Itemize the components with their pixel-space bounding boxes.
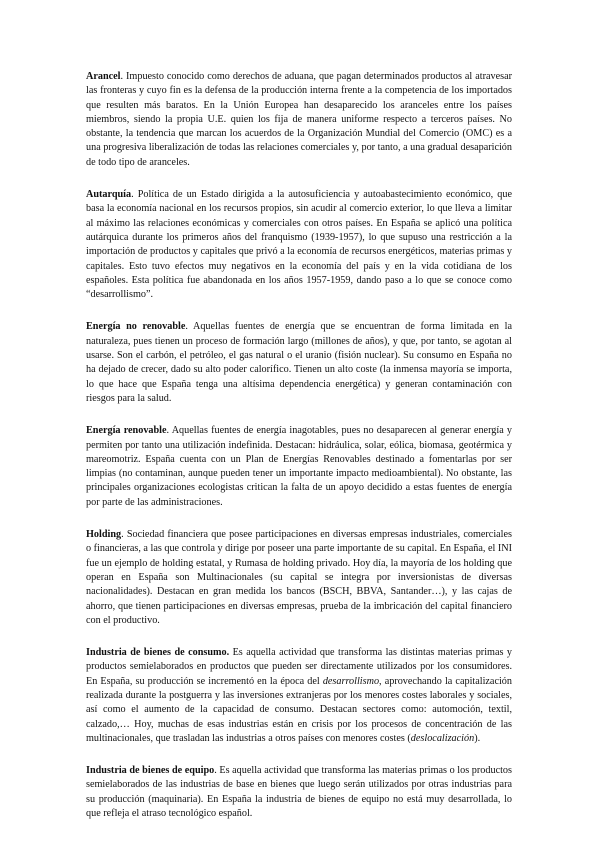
entry-definition-part: , aprovechando la capitalización realizada durante la postguerra y las inversiones extranjeras por los menores costes laborales y sociales, así como el aumento de la capacidad de consumo. Destacan sectores como: automoción, textil, calzado,… Hoy, muchas de esas industrias están en crisis por los procesos de concentración de las multinacionales, que trasladan las industrias a otros países con menores costes (: [86, 675, 512, 744]
glossary-entry-industria-bienes-consumo: [86, 646, 512, 746]
entry-emphasis: desarrollismo: [322, 675, 380, 687]
entry-definition: . Aquellas fuentes de energía que se encuentran de forma limitada en la naturaleza, pues tienen un proceso de formación largo (millones de años), y que, por tanto, se agotan al usarse. Son el carbón, el petróleo, el gas natural o el uranio (fisión nuclear). Su consumo en España no ha dejado de crecer, dado su alto poder calorífico. Tienen un alto coste (la inmensa mayoría se importa, lo que hace que España tenga una altísima dependencia energética) y generan contaminación con riesgos para la salud.: [86, 321, 512, 404]
entry-definition: . Aquellas fuentes de energía inagotables, pues no desaparecen al generar energía y permiten por tanto una utilización indefinida. Destacan: hidráulica, solar, eólica, biomasa, geotérmica y mareomotriz. España cuenta con un Plan de Energías Renovables destinado a fomentarlas por ser limpias (no contaminan, aunque pueden tener un importante impacto medioambiental). No obstante, las principales organizaciones ecologistas critican la falta de un apoyo decidido a estas fuentes de energía por parte de las administraciones.: [86, 425, 512, 508]
glossary-entry-arancel: [86, 70, 512, 170]
entry-definition: . Política de un Estado dirigida a la autosuficiencia y autoabastecimiento económico, que basa la economía nacional en los recursos propios, sin acudir al comercio exterior, lo que lleva a limitar al máximo las relaciones económicas y comerciales con otros países. En España se aplicó una política autárquica durante los primeros años del franquismo (1939-1957), lo que supuso una restricción a la importación de productos y capitales que privó a la economía de recursos energéticos, materias primas y capitales. Esto tuvo efectos muy negativos en la economía del país y en la vida cotidiana de los españoles. Esta política fue abandonada en los años 1957-1959, dando paso a lo que se conoce como “desarrollismo”.: [86, 189, 512, 301]
entry-definition: . Impuesto conocido como derechos de aduana, que pagan determinados productos al atravesar las fronteras y cuyo fin es la defensa de la producción interna frente a la competencia de los importados que resulten más baratos. En la Unión Europea han desaparecido los aranceles entre los países miembros, siendo la propia U.E. quien los fija de manera uniforme respecto a terceros países. No obstante, la tendencia que marcan los acuerdos de la Organización Mundial del Comercio (OMC) es a una progresiva liberalización de todas las relaciones comerciales y, por tanto, a una gradual desaparición de todo tipo de aranceles.: [86, 71, 512, 168]
entry-definition-part: ).: [474, 732, 481, 744]
glossary-entry-autarquia: [86, 188, 512, 302]
entry-term: Autarquía: [86, 189, 132, 201]
entry-emphasis: deslocalización: [410, 732, 475, 744]
entry-definition-part: Es aquella actividad que transforma las distintas materias primas y productos semielaborados en productos que pueden ser directamente utilizados por los consumidores. En España, su producción se incrementó en la época del: [86, 647, 512, 687]
glossary-entry-industria-bienes-equipo: [86, 764, 512, 821]
entry-term: Energía no renovable: [86, 321, 186, 333]
entry-definition: . Sociedad financiera que posee participaciones en diversas empresas industriales, comerciales o financieras, a las que controla y dirige por poseer una parte importante de su capital. En España, el INI fue un ejemplo de holding estatal, y Rumasa de holding privado. Hoy día, la mayoría de los holding que operan en España son Multinacionales (su capital se integra por inversionistas de diversas nacionalidades). Destacan en gran medida los bancos (BSCH, BBVA, Santander…), y las cajas de ahorro, que tienen participaciones en diversas empresas, prueba de la imbricación del capital financiero con el productivo.: [86, 529, 513, 626]
glossary-entry-energia-renovable: [86, 424, 512, 510]
entry-term: Energía renovable: [86, 425, 167, 437]
entry-term: Arancel: [86, 71, 121, 82]
entry-term: Holding: [86, 529, 122, 541]
entry-term: Industria de bienes de equipo: [86, 765, 215, 777]
entry-term: Industria de bienes de consumo.: [86, 647, 230, 659]
glossary-entry-energia-no-renovable: [86, 320, 512, 406]
glossary-entry-holding: [86, 528, 512, 628]
entry-definition: . Es aquella actividad que transforma las materias primas o los productos semielaborados de las industrias de base en bienes que luego serán utilizados por otras industrias para su producción (maquinaria). En España la industria de bienes de equipo no está muy desarrollada, lo que refleja el atraso tecnológico español.: [86, 765, 512, 820]
